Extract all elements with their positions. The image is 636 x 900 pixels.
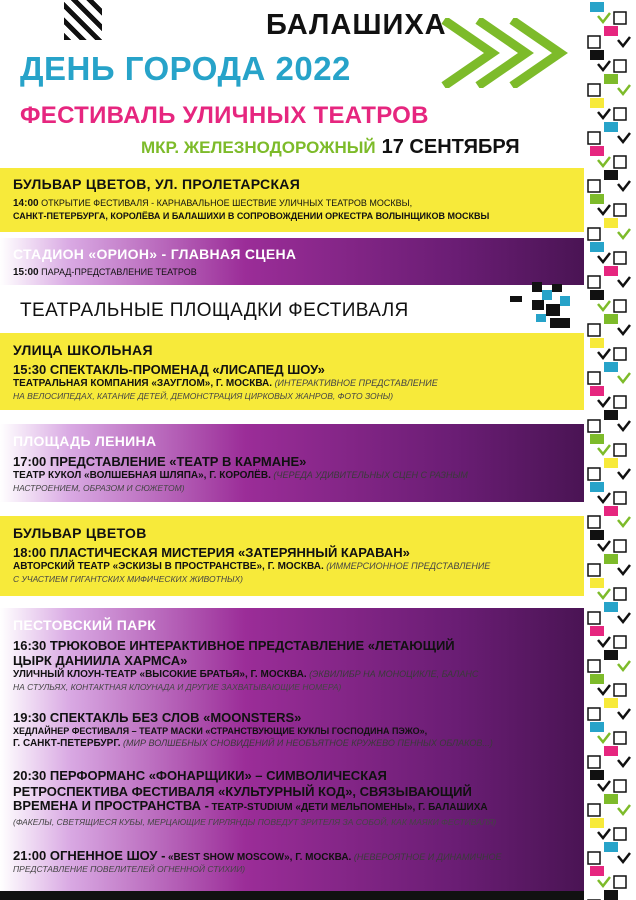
pattern-tile bbox=[588, 266, 630, 288]
pattern-tile bbox=[590, 98, 626, 120]
event-text: ОТКРЫТИЕ ФЕСТИВАЛЯ - КАРНАВАЛЬНОЕ ШЕСТВИЕ УЛИЧНЫХ ТЕАТРОВ МОСКВЫ, bbox=[41, 198, 413, 208]
pattern-tile bbox=[590, 674, 626, 696]
pattern-tile bbox=[588, 218, 630, 240]
show-title-line bbox=[13, 800, 488, 813]
pattern-tile bbox=[588, 890, 630, 900]
venue-title: СТАДИОН «ОРИОН» - ГЛАВНАЯ СЦЕНА bbox=[13, 246, 297, 262]
pattern-tile bbox=[590, 866, 626, 888]
section-ulitsa-shkolnaya bbox=[0, 333, 584, 410]
pattern-tile bbox=[588, 554, 630, 576]
venues-heading: ТЕАТРАЛЬНЫЕ ПЛОЩАДКИ ФЕСТИВАЛЯ bbox=[20, 300, 409, 321]
show-description-cont: С УЧАСТИЕМ ГИГАНТСКИХ МИФИЧЕСКИХ ЖИВОТНЫХ) bbox=[13, 574, 243, 584]
show-title-cont: РЕТРОСПЕКТИВА ФЕСТИВАЛЯ «КУЛЬТУРНЫЙ КОД», СВЯЗЫВАЮЩИЙ bbox=[13, 784, 472, 799]
pattern-tile bbox=[588, 122, 630, 144]
location-date-line bbox=[141, 136, 520, 159]
district-label: МКР. ЖЕЛЕЗНОДОРОЖНЫЙ bbox=[141, 138, 376, 157]
show-title: 15:30 СПЕКТАКЛЬ-ПРОМЕНАД «ЛИСАПЕД ШОУ» bbox=[13, 362, 325, 377]
event-text: ПАРАД-ПРЕДСТАВЛЕНИЕ ТЕАТРОВ bbox=[41, 267, 197, 277]
show-description: (ЧЕРЕДА УДИВИТЕЛЬНЫХ СЦЕН С РАЗНЫМ bbox=[273, 470, 468, 480]
show-title: 18:00 ПЛАСТИЧЕСКАЯ МИСТЕРИЯ «ЗАТЕРЯННЫЙ КАРАВАН» bbox=[13, 545, 410, 560]
geometric-pattern-decoration bbox=[584, 0, 636, 900]
show-company-line bbox=[13, 669, 478, 680]
pattern-tile bbox=[590, 146, 626, 168]
show-description-cont: НАСТРОЕНИЕМ, ОБРАЗОМ И СЮЖЕТОМ) bbox=[13, 483, 185, 493]
show-company-line bbox=[13, 470, 468, 481]
pattern-tile bbox=[588, 746, 630, 768]
pattern-tile bbox=[588, 506, 630, 528]
show-description-cont: НА СТУЛЬЯХ, КОНТАКТНАЯ КЛОУНАДА И ДРУГИЕ ЗАХВАТЫВАЮЩИЕ НОМЕРА) bbox=[13, 682, 342, 692]
show-description-cont: ПРЕДСТАВЛЕНИЕ ПОВЕЛИТЕЛЕЙ ОГНЕННОЙ СТИХИИ) bbox=[13, 864, 246, 874]
pattern-tile bbox=[588, 602, 630, 624]
pattern-tile bbox=[590, 50, 626, 72]
show-description: (ИММЕРСИОННОЕ ПРЕДСТАВЛЕНИЕ bbox=[326, 561, 491, 571]
show-company-line bbox=[13, 561, 490, 572]
show-company: АВТОРСКИЙ ТЕАТР «ЭСКИЗЫ В ПРОСТРАНСТВЕ», Г. МОСКВА. bbox=[13, 561, 324, 572]
hatch-decoration bbox=[64, 0, 102, 40]
pattern-tile bbox=[590, 242, 626, 264]
show-company: УЛИЧНЫЙ КЛОУН-ТЕАТР «ВЫСОКИЕ БРАТЬЯ», Г. МОСКВА. bbox=[13, 669, 307, 680]
event-time: 14:00 bbox=[13, 198, 39, 209]
city-name: БАЛАШИХА bbox=[266, 9, 447, 41]
pattern-tile bbox=[590, 770, 626, 792]
show-company: ХЕДЛАЙНЕР ФЕСТИВАЛЯ – ТЕАТР МАСКИ «СТРАНСТВУЮЩИЕ КУКЛЫ ГОСПОДИНА ПЭЖО», bbox=[13, 726, 428, 736]
pattern-tile bbox=[590, 2, 626, 24]
pattern-tile bbox=[588, 314, 630, 336]
event-time: 15:00 bbox=[13, 267, 39, 278]
show-title-cont: ЦЫРК ДАНИИЛА ХАРМСА» bbox=[13, 653, 188, 668]
pattern-tile bbox=[588, 362, 630, 384]
show-company-line bbox=[13, 738, 493, 749]
pattern-tile bbox=[588, 458, 630, 480]
show-description-cont: НА ВЕЛОСИПЕДАХ, КАТАНИЕ ДЕТЕЙ, ДЕМОНСТРАЦИЯ ЦИРКОВЫХ ЖАНРОВ, ФОТО ЗОНЫ) bbox=[13, 391, 394, 401]
show-description: (ФАКЕЛЫ, СВЕТЯЩИЕСЯ КУБЫ, МЕРЦАЮЩИЕ ГИРЛЯНДЫ ПОВЕДУТ ЗРИТЕЛЯ ЗА СОБОЙ, КАК МАЯКИ ФЕСТИВАЛЯ) bbox=[13, 817, 497, 827]
pattern-tile bbox=[588, 74, 630, 96]
pattern-tile bbox=[588, 794, 630, 816]
show-description: (ЭКВИЛИБР НА МОНОЦИКЛЕ, БАЛАНС bbox=[309, 669, 479, 679]
show-company-line bbox=[13, 378, 438, 389]
pattern-tile bbox=[590, 626, 626, 648]
show-company: ТЕАТР-STUDIUM «ДЕТИ МЕЛЬПОМЕНЫ», Г. БАЛАШИХА bbox=[211, 802, 488, 813]
event-line-2: САНКТ-ПЕТЕРБУРГА, КОРОЛЁВА И БАЛАШИХИ В СОПРОВОЖДЕНИИ ОРКЕСТРА ВОЛЫНЩИКОВ МОСКВЫ bbox=[13, 211, 490, 221]
pattern-tile bbox=[590, 434, 626, 456]
show-description: (МИР ВОЛШЕБНЫХ СНОВИДЕНИЙ И НЕОБЪЯТНОЕ КРУЖЕВО ПЕННЫХ ОБЛАКОВ...) bbox=[123, 738, 493, 748]
section-pestovsky-park bbox=[0, 608, 584, 891]
section-bulvar-tsvetov bbox=[0, 516, 584, 596]
pattern-tile bbox=[588, 26, 630, 48]
pattern-tile bbox=[590, 530, 626, 552]
event-line bbox=[13, 267, 197, 278]
pattern-tile bbox=[588, 698, 630, 720]
venue-title: ПЛОЩАДЬ ЛЕНИНА bbox=[13, 433, 157, 449]
pattern-tile bbox=[590, 482, 626, 504]
pattern-tile bbox=[590, 722, 626, 744]
pixel-blocks-decoration bbox=[510, 282, 572, 330]
city-day-title: ДЕНЬ ГОРОДА 2022 bbox=[20, 50, 351, 87]
venue-title: БУЛЬВАР ЦВЕТОВ bbox=[13, 525, 147, 541]
show-title: 17:00 ПРЕДСТАВЛЕНИЕ «ТЕАТР В КАРМАНЕ» bbox=[13, 454, 307, 469]
show-title: 20:30 ПЕРФОРМАНС «ФОНАРЩИКИ» – СИМВОЛИЧЕСКАЯ bbox=[13, 768, 387, 783]
pattern-tile bbox=[590, 194, 626, 216]
pattern-tile bbox=[588, 842, 630, 864]
show-title: 21:00 ОГНЕННОЕ ШОУ - bbox=[13, 848, 166, 863]
pattern-tile bbox=[590, 818, 626, 840]
pattern-tile bbox=[590, 338, 626, 360]
section-ploshchad-lenina bbox=[0, 424, 584, 502]
bottom-strip bbox=[0, 891, 584, 900]
venue-title: ПЕСТОВСКИЙ ПАРК bbox=[13, 617, 157, 633]
show-description: (ИНТЕРАКТИВНОЕ ПРЕДСТАВЛЕНИЕ bbox=[274, 378, 438, 388]
show-description: (НЕВЕРОЯТНОЕ И ДИНАМИЧНОЕ bbox=[353, 852, 502, 862]
show-company: ТЕАТРАЛЬНАЯ КОМПАНИЯ «ЗАУГЛОМ», Г. МОСКВА. bbox=[13, 378, 273, 389]
venue-title: БУЛЬВАР ЦВЕТОВ, УЛ. ПРОЛЕТАРСКАЯ bbox=[13, 176, 301, 192]
pattern-tile bbox=[590, 386, 626, 408]
section-stadium-orion bbox=[0, 238, 584, 285]
section-bulvar-proletarskaya bbox=[0, 168, 584, 232]
pattern-tile bbox=[590, 290, 626, 312]
show-title: 16:30 ТРЮКОВОЕ ИНТЕРАКТИВНОЕ ПРЕДСТАВЛЕНИЕ «ЛЕТАЮЩИЙ bbox=[13, 638, 455, 653]
event-line-1 bbox=[13, 198, 412, 209]
pattern-tile bbox=[590, 578, 626, 600]
show-company: ТЕАТР КУКОЛ «ВОЛШЕБНАЯ ШЛЯПА», Г. КОРОЛЁВ. bbox=[13, 470, 271, 481]
pattern-tile bbox=[588, 410, 630, 432]
festival-title: ФЕСТИВАЛЬ УЛИЧНЫХ ТЕАТРОВ bbox=[20, 102, 429, 129]
chevron-arrows-icon bbox=[438, 18, 568, 88]
show-title: 19:30 СПЕКТАКЛЬ БЕЗ СЛОВ «MOONSTERS» bbox=[13, 710, 302, 725]
pattern-tile bbox=[588, 170, 630, 192]
venue-title: УЛИЦА ШКОЛЬНАЯ bbox=[13, 342, 153, 358]
show-company-city: Г. САНКТ-ПЕТЕРБУРГ. bbox=[13, 738, 121, 749]
pattern-tile bbox=[588, 650, 630, 672]
show-title-cont: ВРЕМЕНА И ПРОСТРАНСТВА - bbox=[13, 798, 209, 813]
event-date: 17 СЕНТЯБРЯ bbox=[381, 136, 520, 158]
show-title-line bbox=[13, 850, 502, 863]
show-company: «BEST SHOW MOSCOW», Г. МОСКВА. bbox=[167, 852, 352, 863]
